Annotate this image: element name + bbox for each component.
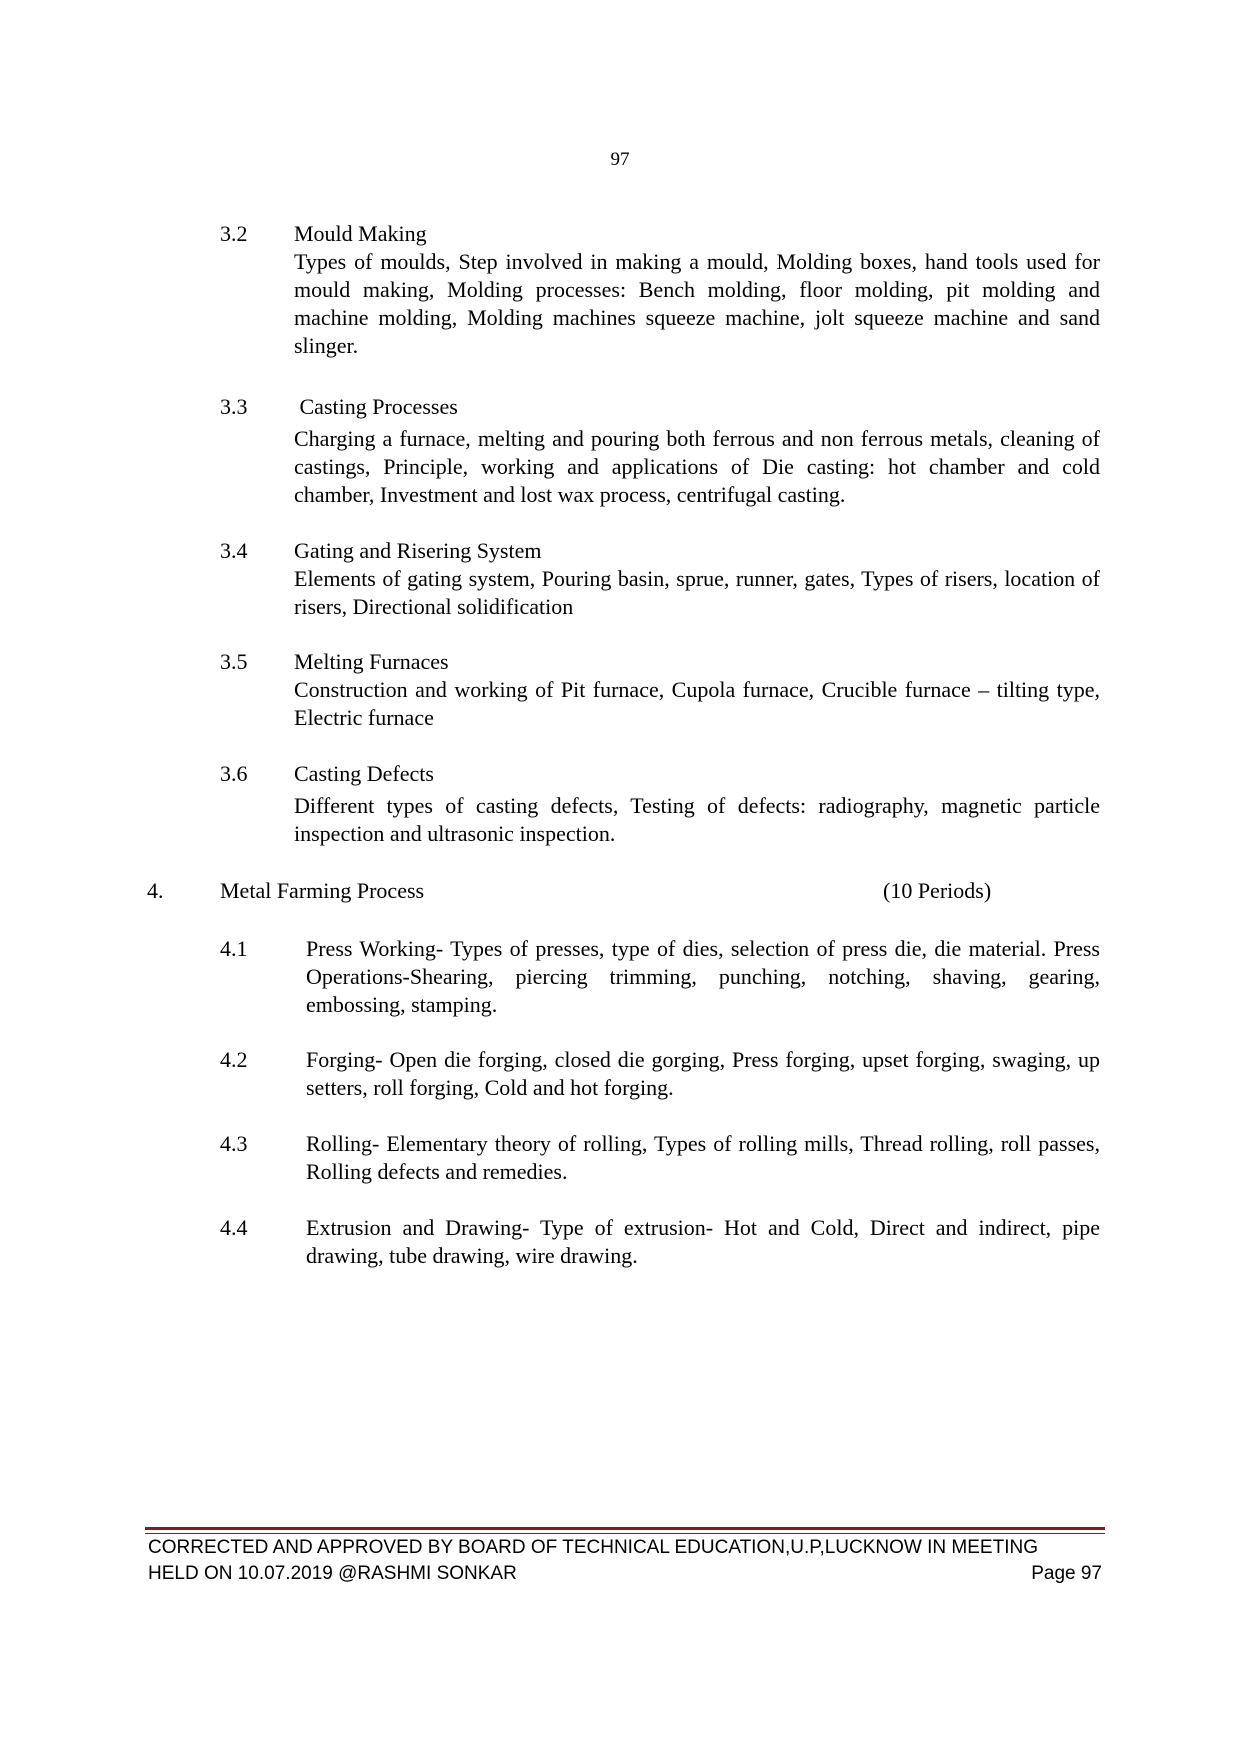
unit-title: Metal Farming Process <box>220 878 425 903</box>
footer-rule <box>145 1527 1105 1530</box>
footer-line-2-row <box>148 1561 1102 1587</box>
item-body: Forging- Open die forging, closed die gorging, Press forging, upset forging, swaging, up setters, roll forging, Cold and hot forging. <box>306 1047 1100 1100</box>
section-title: Gating and Risering System <box>294 538 542 563</box>
unit-periods: (10 Periods) <box>883 878 992 903</box>
section-body: Types of moulds, Step involved in making a mould, Molding boxes, hand tools used for mould making, Molding processes: Bench molding, floor molding, pit molding and machine molding, Molding machines squeeze machine, jolt squeeze machine and sand slinger. <box>294 249 1100 358</box>
footer-line-2: HELD ON 10.07.2019 @RASHMI SONKAR <box>148 1563 517 1584</box>
section-number: 3.6 <box>220 761 248 786</box>
item-number: 4.2 <box>220 1047 248 1072</box>
section-title: Melting Furnaces <box>294 649 449 674</box>
footer <box>148 1535 1102 1587</box>
item-number: 4.4 <box>220 1215 248 1240</box>
section-title: Casting Processes <box>294 394 458 419</box>
section-body: Charging a furnace, melting and pouring both ferrous and non ferrous metals, cleaning of castings, Principle, working and applications of Die casting: hot chamber and cold chamber, Investment and lost wax process, centrifugal casting. <box>294 426 1100 507</box>
section-number: 3.5 <box>220 649 248 674</box>
section-title: Mould Making <box>294 221 427 246</box>
item-body: Rolling- Elementary theory of rolling, Types of rolling mills, Thread rolling, roll passes, Rolling defects and remedies. <box>306 1131 1100 1184</box>
item-body: Press Working- Types of presses, type of dies, selection of press die, die material. Press Operations-Shearing, piercing trimming, punching, notching, shaving, gearing, embossing, stamping. <box>306 936 1100 1017</box>
section-body: Construction and working of Pit furnace, Cupola furnace, Crucible furnace – tilting type, Electric furnace <box>294 677 1100 730</box>
section-number: 3.4 <box>220 538 248 563</box>
item-number: 4.1 <box>220 936 248 961</box>
footer-page-label: Page 97 <box>1031 1563 1102 1584</box>
section-body: Elements of gating system, Pouring basin, sprue, runner, gates, Types of risers, location of risers, Directional solidification <box>294 566 1100 619</box>
item-body: Extrusion and Drawing- Type of extrusion- Hot and Cold, Direct and indirect, pipe drawing, tube drawing, wire drawing. <box>306 1215 1100 1268</box>
footer-rule-thin <box>145 1533 1105 1534</box>
section-number: 3.3 <box>220 394 248 419</box>
section-title: Casting Defects <box>294 761 434 786</box>
item-number: 4.3 <box>220 1131 248 1156</box>
unit-number: 4. <box>147 878 164 903</box>
footer-line-1: CORRECTED AND APPROVED BY BOARD OF TECHNICAL EDUCATION,U.P,LUCKNOW IN MEETING <box>148 1537 1038 1558</box>
section-number: 3.2 <box>220 221 248 246</box>
section-body: Different types of casting defects, Testing of defects: radiography, magnetic particle inspection and ultrasonic inspection. <box>294 793 1100 846</box>
page-number: 97 <box>610 149 630 170</box>
